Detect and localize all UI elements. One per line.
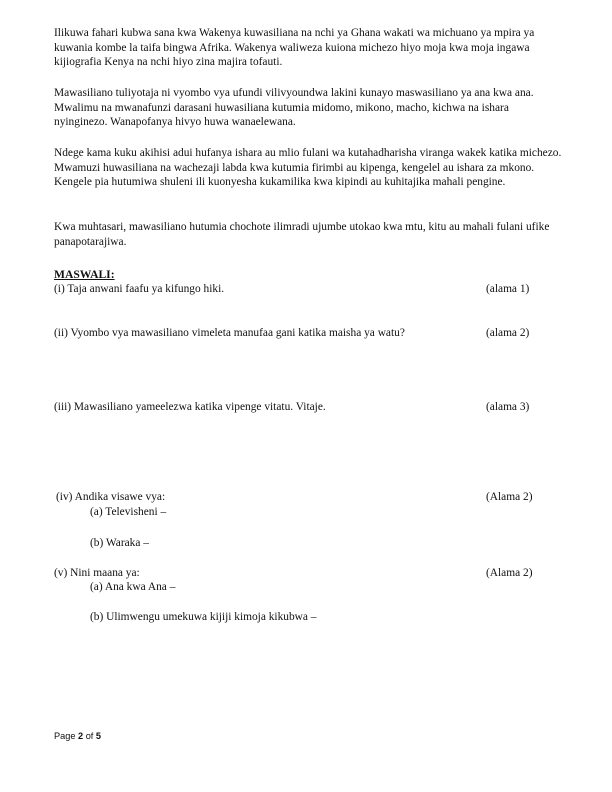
question-5-sub-a: (a) Ana kwa Ana –: [90, 581, 176, 593]
passage-paragraph-2: [54, 86, 564, 130]
current-page: 2: [78, 731, 84, 741]
footer-of: of: [83, 731, 96, 741]
total-pages: 5: [95, 731, 102, 741]
passage-paragraph-4: [54, 220, 564, 249]
question-text: (v) Nini maana ya:: [54, 567, 140, 579]
paragraph-text: Mawasiliano tuliyotaja ni vyombo vya ufundi vilivyoundwa lakini kunayo maswasiliano ya ana kwa ana. Mwalimu na mwanafunzi darasani huwasiliana kutumia midomo, mikono, macho, kichwa na ishara nyinginezo. Wanapofanya hivyo huwa wanaelewana.: [54, 87, 534, 129]
question-marks: (alama 2): [486, 327, 530, 339]
paragraph-text: Ilikuwa fahari kubwa sana kwa Wakenya kuwasiliana na nchi ya Ghana wakati wa michuano ya mpira ya kuwania kombe la taifa bingwa Afrika. Wakenya waliweza kuiona michezo hiyo moja kwa moja ingawa kijiografia Kenya na nchi hiyo zina majira tofauti.: [54, 27, 535, 69]
question-4-sub-b: (b) Waraka –: [90, 537, 149, 549]
passage-paragraph-3: [54, 146, 564, 190]
question-text: (ii) Vyombo vya mawasiliano vimeleta manufaa gani katika maisha ya watu?: [54, 327, 405, 339]
question-text: (iv) Andika visawe vya:: [56, 491, 166, 503]
questions-heading: MASWALI:: [54, 268, 115, 281]
question-5-sub-b: (b) Ulimwengu umekuwa kijiji kimoja kikubwa –: [90, 611, 317, 623]
question-4-sub-a: (a) Televisheni –: [90, 506, 167, 518]
footer-prefix: Page: [54, 731, 79, 741]
question-marks: (Alama 2): [486, 567, 533, 579]
question-marks: (Alama 2): [486, 491, 533, 503]
question-text: (iii) Mawasiliano yameelezwa katika vipenge vitatu. Vitaje.: [54, 401, 326, 413]
paragraph-text: Kwa muhtasari, mawasiliano hutumia chochote ilimradi ujumbe utokao kwa mtu, kitu au mahali fulani ufike panapotarajiwa.: [54, 221, 550, 248]
passage-paragraph-1: [54, 26, 564, 70]
question-marks: (alama 3): [486, 401, 530, 413]
question-marks: (alama 1): [486, 283, 530, 295]
page-number-footer: [54, 731, 101, 741]
paragraph-text: Ndege kama kuku akihisi adui hufanya ishara au mlio fulani wa kutahadharisha viranga wakek katika michezo. Mwamuzi huwasiliana na wachezaji labda kwa kutumia firimbi au kipenga, kengelel au ishara za mkono. Kengele pia hutumiwa shuleni ili kuonyesha kukamilika kwa kipindi au kuhitajika mahali pengine.: [54, 147, 562, 189]
question-text: (i) Taja anwani faafu ya kifungo hiki.: [54, 283, 225, 295]
